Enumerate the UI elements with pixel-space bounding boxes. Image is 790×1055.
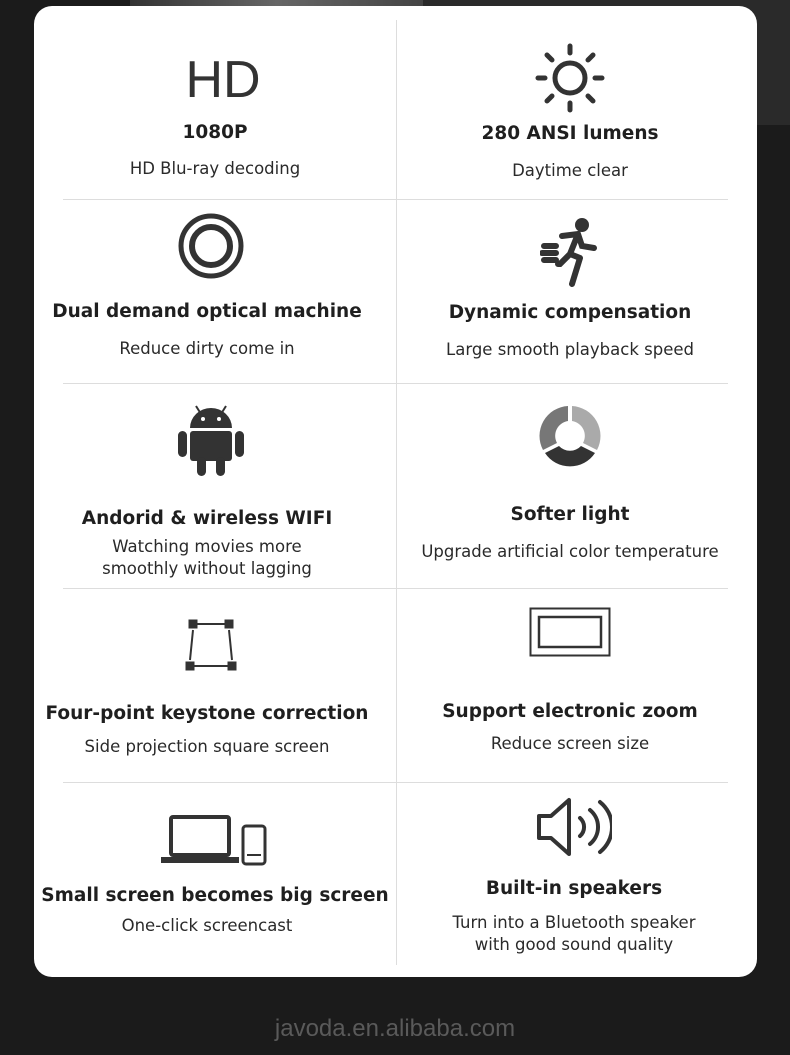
keystone-icon	[30, 618, 392, 672]
sun-icon	[390, 42, 750, 114]
feature-subtitle: Reduce screen size	[490, 734, 650, 753]
feature-subtitle: Side projection square screen	[84, 737, 330, 756]
feature-subtitle: Reduce dirty come in	[119, 339, 295, 358]
feature-subtitle: One-click screencast	[121, 916, 293, 935]
feature-subtitle: with good sound quality	[474, 935, 674, 954]
feature-title: Dynamic compensation	[448, 302, 692, 323]
feature-subtitle: HD Blu-ray decoding	[129, 159, 301, 178]
feature-subtitle: Large smooth playback speed	[446, 340, 694, 359]
speaker-icon	[394, 796, 754, 858]
feature-subtitle: Watching movies more	[112, 537, 302, 556]
row-divider	[63, 782, 728, 783]
feature-title: Four-point keystone correction	[45, 703, 369, 724]
feature-subtitle: smoothly without lagging	[102, 559, 312, 578]
footer-watermark: javoda.en.alibaba.com	[274, 1015, 516, 1042]
feature-title: Softer light	[510, 504, 630, 525]
row-divider	[63, 588, 728, 589]
android-icon	[30, 402, 392, 477]
feature-title: Built-in speakers	[485, 878, 663, 899]
zoom-screen-icon	[390, 607, 750, 657]
feature-subtitle: Daytime clear	[512, 161, 628, 180]
concentric-circle-icon	[30, 213, 392, 279]
feature-title: Small screen becomes big screen	[41, 885, 389, 906]
hd-text-icon: HD	[185, 51, 261, 109]
feature-title: 1080P	[182, 122, 248, 143]
feature-subtitle: Turn into a Bluetooth speaker	[452, 913, 696, 932]
row-divider	[63, 383, 728, 384]
laptop-phone-icon	[34, 814, 396, 866]
donut-icon	[390, 404, 750, 468]
row-divider	[63, 199, 728, 200]
feature-title: 280 ANSI lumens	[481, 123, 659, 144]
feature-title: Support electronic zoom	[442, 701, 698, 722]
feature-title: Dual demand optical machine	[52, 301, 362, 322]
feature-title: Andorid & wireless WIFI	[81, 508, 333, 529]
running-person-icon	[390, 216, 750, 288]
feature-subtitle: Upgrade artificial color temperature	[421, 542, 719, 561]
